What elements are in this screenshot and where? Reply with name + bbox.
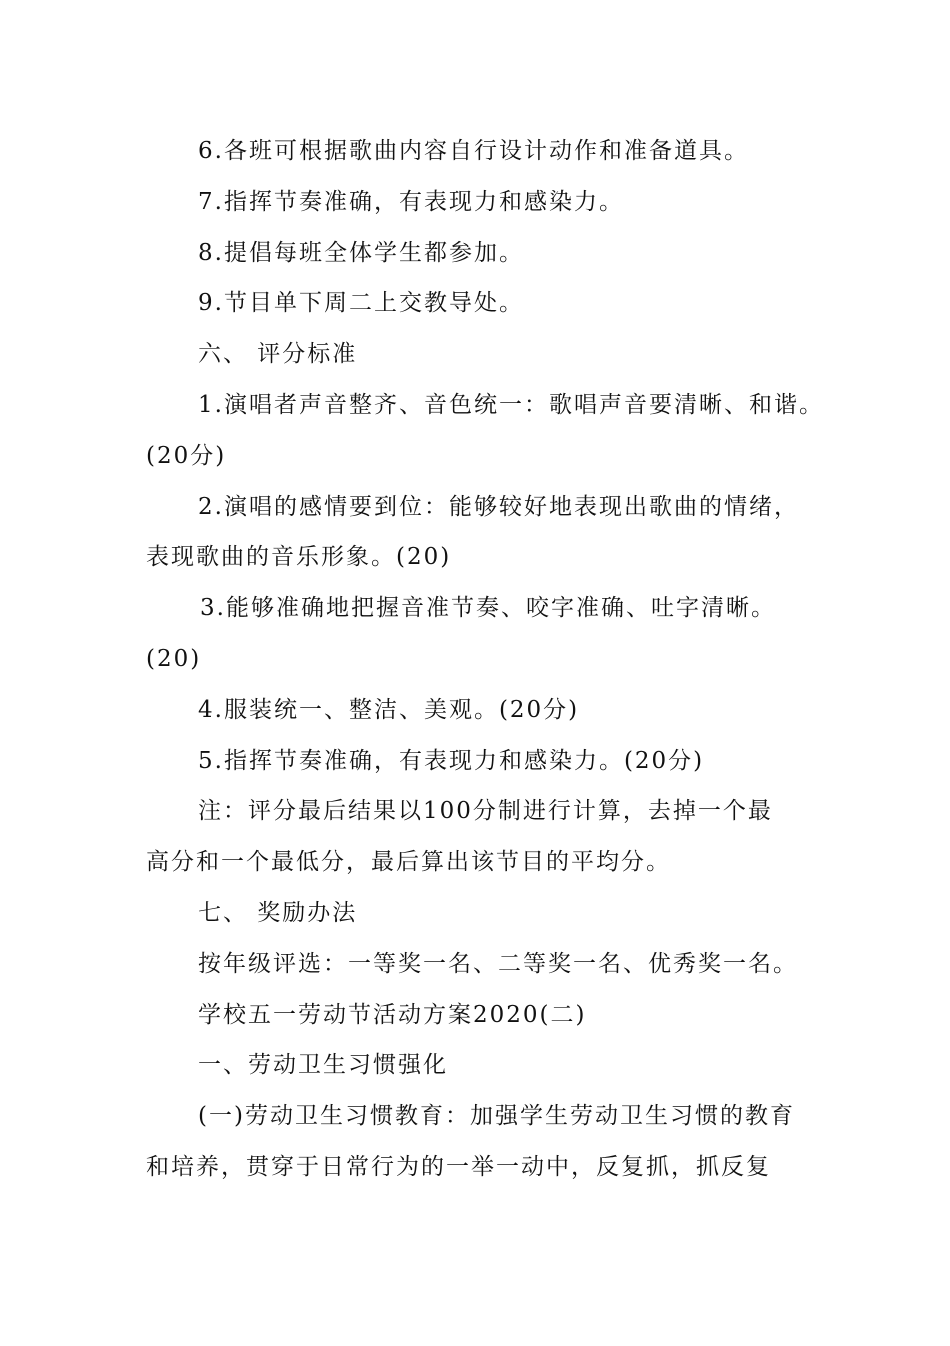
text-line: 5.指挥节奏准确，有表现力和感染力。(20分) [198, 747, 705, 774]
text-line: 注：评分最后结果以100分制进行计算，去掉一个最 [198, 798, 773, 825]
text-line: 8.提倡每班全体学生都参加。 [198, 239, 524, 266]
text-line: 3.能够准确地把握音准节奏、咬字准确、吐字清晰。 [200, 595, 776, 622]
document-title: 学校五一劳动节活动方案2020(二) [198, 1001, 587, 1028]
text-line: (20分) [146, 442, 227, 469]
text-line: 2.演唱的感情要到位：能够较好地表现出歌曲的情绪， [198, 493, 799, 520]
document-body [146, 126, 826, 1193]
section-heading: 六、 评分标准 [198, 341, 358, 368]
text-line: 7.指挥节奏准确，有表现力和感染力。 [198, 188, 624, 215]
text-line: 6.各班可根据歌曲内容自行设计动作和准备道具。 [198, 138, 749, 164]
text-line: 4.服装统一、整洁、美观。(20分) [198, 696, 580, 723]
text-line: (20) [146, 645, 202, 672]
text-line: 和培养，贯穿于日常行为的一举一动中，反复抓，抓反复 [146, 1153, 771, 1180]
section-heading: 七、 奖励办法 [198, 899, 358, 926]
text-line: (一)劳动卫生习惯教育：加强学生劳动卫生习惯的教育 [198, 1103, 795, 1130]
text-line: 表现歌曲的音乐形象。(20) [146, 544, 452, 571]
text-line: 1.演唱者声音整齐、音色统一：歌唱声音要清晰、和谐。 [198, 391, 824, 418]
text-line: 按年级评选：一等奖一名、二等奖一名、优秀奖一名。 [198, 950, 798, 977]
text-line: 9.节目单下周二上交教导处。 [198, 290, 524, 317]
text-line: 高分和一个最低分，最后算出该节目的平均分。 [146, 849, 671, 876]
section-heading: 一、劳动卫生习惯强化 [198, 1052, 448, 1079]
